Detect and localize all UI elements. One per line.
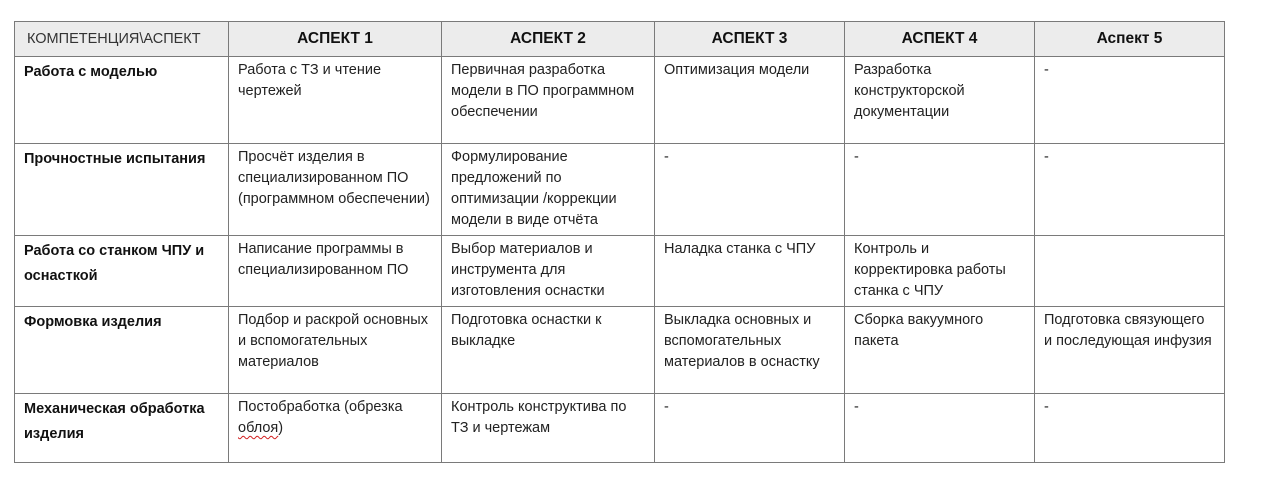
table-cell: Разработка конструкторской документации xyxy=(845,57,1035,144)
table-cell: Написание программы в специализированном ПО xyxy=(229,236,442,307)
aspect-1-header: АСПЕКТ 1 xyxy=(229,22,442,57)
table-cell: Выбор материалов и инструмента для изготовления оснастки xyxy=(442,236,655,307)
header-row xyxy=(15,22,1225,57)
table-row xyxy=(15,144,1225,236)
table-row xyxy=(15,307,1225,394)
table-cell: Первичная разработка модели в ПО программном обеспечении xyxy=(442,57,655,144)
table-cell: - xyxy=(655,144,845,236)
table-header xyxy=(15,22,1225,57)
table-cell: Подготовка связующего и последующая инфузия xyxy=(1035,307,1225,394)
table-cell: Наладка станка с ЧПУ xyxy=(655,236,845,307)
table-cell: Просчёт изделия в специализированном ПО (программном обеспечении) xyxy=(229,144,442,236)
table-body xyxy=(15,57,1225,463)
aspect-3-header: АСПЕКТ 3 xyxy=(655,22,845,57)
table-cell: - xyxy=(1035,57,1225,144)
table-cell xyxy=(1035,236,1225,307)
table-cell xyxy=(229,394,442,463)
spellcheck-flagged-word: облоя xyxy=(238,420,279,436)
competence-aspect-table xyxy=(14,21,1225,463)
document-page xyxy=(14,21,1224,463)
table-cell: Подбор и раскрой основных и вспомогательных материалов xyxy=(229,307,442,394)
table-cell: - xyxy=(1035,394,1225,463)
table-row xyxy=(15,57,1225,144)
competence-cell: Прочностные испытания xyxy=(15,144,229,236)
competence-cell: Формовка изделия xyxy=(15,307,229,394)
table-cell: Оптимизация модели xyxy=(655,57,845,144)
table-cell: Формулирование предложений по оптимизации /коррекции модели в виде отчёта xyxy=(442,144,655,236)
aspect-2-header: АСПЕКТ 2 xyxy=(442,22,655,57)
competence-cell: Работа со станком ЧПУ и оснасткой xyxy=(15,236,229,307)
table-row xyxy=(15,394,1225,463)
table-row xyxy=(15,236,1225,307)
aspect-5-header: Аспект 5 xyxy=(1035,22,1225,57)
table-cell: Работа с ТЗ и чтение чертежей xyxy=(229,57,442,144)
aspect-4-header: АСПЕКТ 4 xyxy=(845,22,1035,57)
cell-text-before: Постобработка (обрезка xyxy=(238,399,403,415)
competence-cell: Механическая обработка изделия xyxy=(15,394,229,463)
competence-cell: Работа с моделью xyxy=(15,57,229,144)
cell-text-after: ) xyxy=(278,420,284,436)
table-cell: Сборка вакуумного пакета xyxy=(845,307,1035,394)
table-cell: - xyxy=(845,144,1035,236)
table-cell: Контроль конструктива по ТЗ и чертежам xyxy=(442,394,655,463)
table-cell: Подготовка оснастки к выкладке xyxy=(442,307,655,394)
table-cell: - xyxy=(1035,144,1225,236)
table-cell: - xyxy=(655,394,845,463)
table-cell: Контроль и корректировка работы станка с ЧПУ xyxy=(845,236,1035,307)
table-cell: Выкладка основных и вспомогательных материалов в оснастку xyxy=(655,307,845,394)
table-cell: - xyxy=(845,394,1035,463)
corner-header-cell: КОМПЕТЕНЦИЯ\АСПЕКТ xyxy=(15,22,229,57)
